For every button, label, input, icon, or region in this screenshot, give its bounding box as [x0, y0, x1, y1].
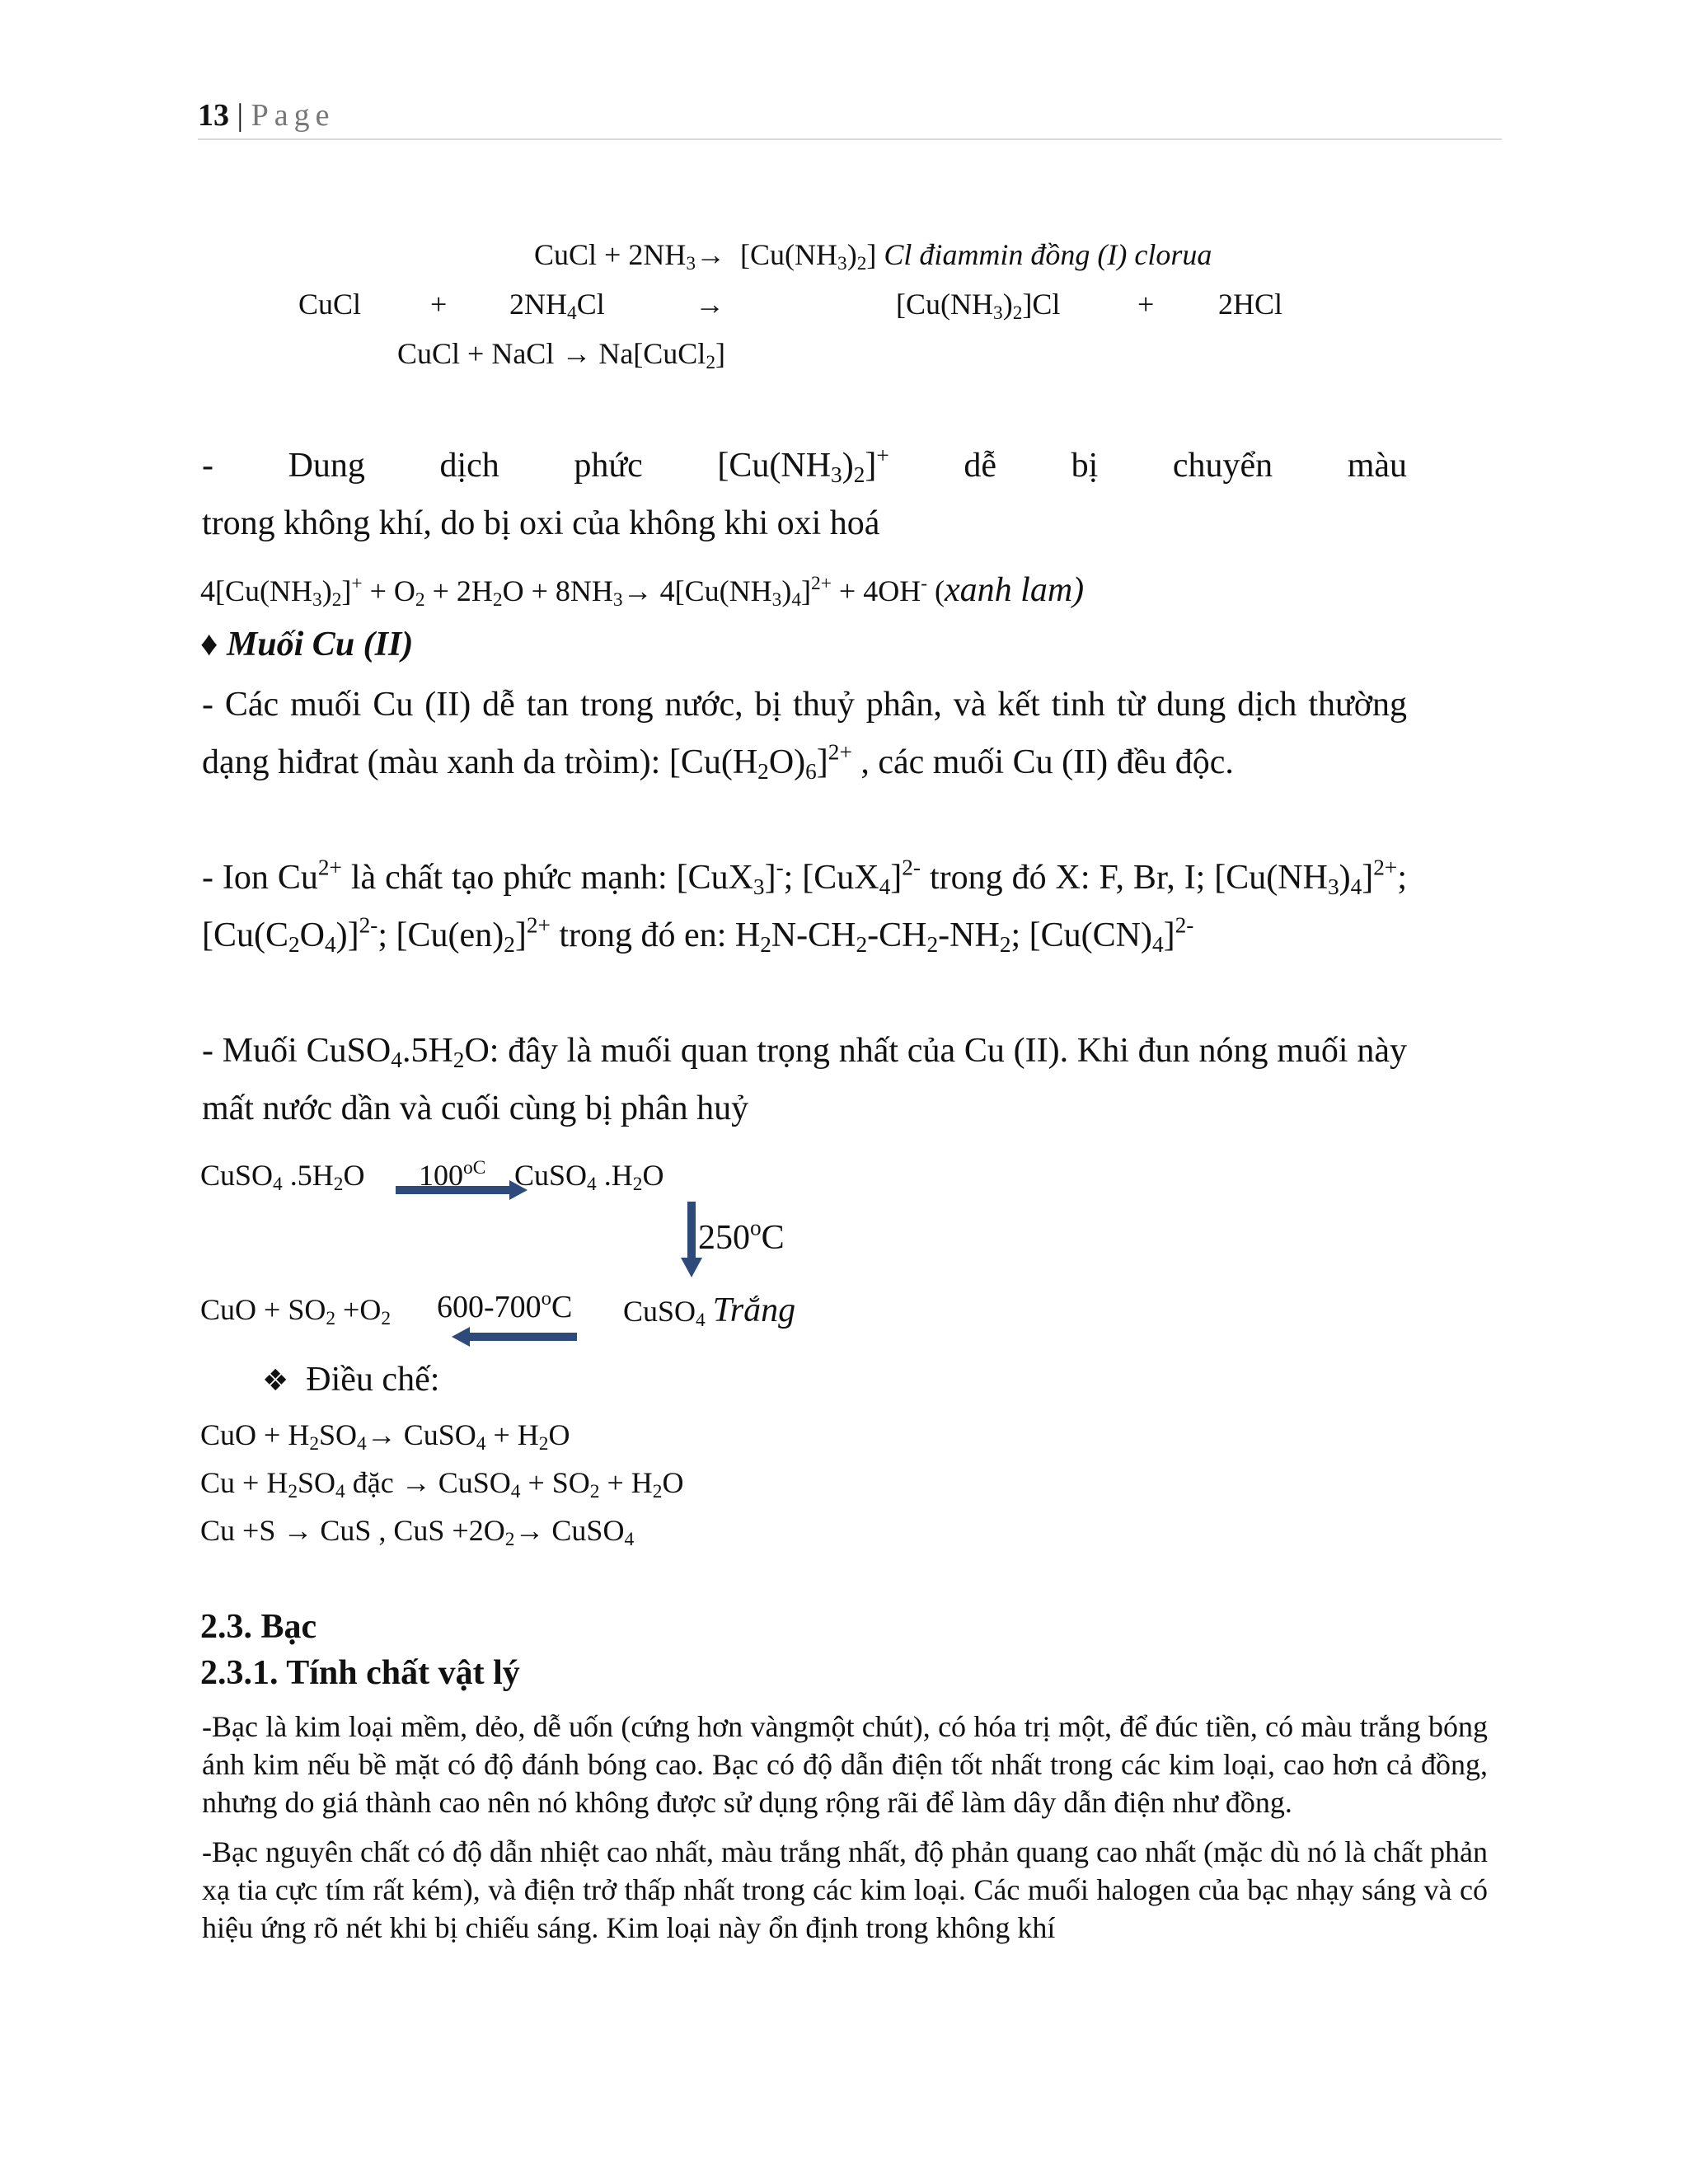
diagram-start: CuSO$_4$ $.5H_2O$: [200, 1159, 365, 1195]
diagram-temp3: 600-700$^o$C: [437, 1287, 573, 1324]
eq-cucl-nh4cl-t7: 2HCl: [1218, 288, 1283, 321]
eq-cucl-nh4cl-t2: +: [430, 288, 448, 321]
eq-cucl-nh4cl-t1: CuCl: [298, 288, 362, 321]
prep-eq-3: Cu +S → CuS , CuS $+2O_2\to$ CuSO$_4$: [200, 1514, 635, 1550]
silver-paragraph-2: -Bạc nguyên chất có độ dẫn nhiệt cao nhất, màu trắng nhất, độ phản quang cao nhất (mặc dù nó là chất phản xạ tia cực tím rất kém), và điện trở thấp nhất trong các kim loại. Các muối halogen của bạc nhạy sáng và có hiệu ứng rõ nét khi bị chiếu sáng. Kim loại này ổn định trong không khí: [202, 1835, 1488, 1944]
page-word: Page: [251, 98, 335, 133]
eq-cucl-nh4cl-t6: +: [1137, 288, 1155, 321]
section-prep-heading: ❖ Điều chế:: [262, 1361, 440, 1399]
eq-cucl-nh4cl-t4: →: [695, 288, 724, 321]
eq-cucl-nh3: CuCl + $2NH_3\to [Cu(NH_3)_2]$ Cl điammin đồng (I) clorua: [534, 238, 1212, 274]
silver-paragraph-1: -Bạc là kim loại mềm, dẻo, dễ uốn (cứng hơn vàngmột chút), có hóa trị một, để đúc tiền, có màu trắng bóng ánh kim nếu bề mặt có độ đánh bóng cao. Bạc có độ dẫn điện tốt nhất trong các kim loại, cao hơn cả đồng, nhưng do giá thành cao nên nó không được sử dụng rộng rãi để làm dây dẫn điện như đồng.: [202, 1710, 1488, 1819]
silver-paragraphs: [202, 1708, 1488, 1958]
diagram-temp1: $100^{oC}$: [419, 1156, 486, 1192]
para-cu2-1: - Các muối Cu (II) dễ tan trong nước, bị thuỷ phân, và kết tinh từ dung dịch thường dạng hiđrat (màu xanh da tròim): $[Cu(H_2O)_6]^{2+}$ , các muối Cu (II) đều độc.: [202, 686, 1407, 784]
prep-eq-2: $Cu + H_2SO_4$ đặc → CuSO$_4$ + $SO_2 + H_2O$: [200, 1466, 684, 1502]
eq-cucl-nh4cl-t3: $2NH_4Cl$: [509, 288, 605, 324]
arrow-left-icon: [452, 1327, 577, 1347]
section-cu2-heading: ♦ Muối Cu (II): [200, 626, 414, 663]
diamond-bullet-icon: ♦: [200, 626, 218, 663]
para-cu2-2: - Ion $Cu^{2+}$ là chất tạo phức mạnh: [CuX$_3$]-; $[CuX_4]^{2-}$ trong đó X: F, Br, I; $[Cu(NH_3)_4]^{2+}$; $[Cu(C_2O_4)]^{2-}$; $[Cu(en)_2]^{2+}$ trong đó en: $H_2N-CH_2-CH_2-NH_2$; $[Cu(CN)_4]^{2-}$: [202, 855, 1407, 957]
page-number: 13: [198, 98, 229, 133]
heading-2-3-1: 2.3.1. Tính chất vật lý: [200, 1654, 520, 1692]
diagram-mid: CuSO$_4$ $.H_2O$: [514, 1159, 664, 1195]
arrow-left-shape: [452, 1327, 577, 1347]
prep-eq-1: CuO + $H_2SO_4\to$ CuSO$_4$ + $H_2O$: [200, 1418, 570, 1455]
eq-oxidation: $4[Cu(NH_3)_2]^+ + O_2 + 2H_2O + 8NH_3\to 4[Cu(NH_3)_4]^{2+} + 4OH^-$ (xanh lam): [200, 571, 1085, 611]
header-rule: [198, 138, 1502, 140]
diagram-bottom-right: CuSO$_4$ Trắng: [623, 1291, 796, 1331]
diagram-temp2: 250$^o$C: [698, 1215, 785, 1257]
para-complex: - Dung dịch phức $[Cu(NH_3)_2]^+$ dễ bị chuyển màu trong không khí, do bị oxi của không khi oxi hoá: [202, 443, 1407, 542]
diamond-star-bullet-icon: ❖: [262, 1364, 289, 1398]
eq-cucl-nh4cl-t5: $[Cu(NH_3)_2]Cl$: [896, 288, 1061, 324]
diagram-bottom-left: CuO + $SO_2 +O_2$: [200, 1293, 392, 1329]
para-cu2-3: - Muối $CuSO_4.5H_2O$: đây là muối quan trọng nhất của Cu (II). Khi đun nóng muối này mất nước dần và cuối cùng bị phân huỷ: [202, 1032, 1408, 1127]
eq-cucl-nacl: CuCl + NaCl → Na[CuCl$_2$]: [397, 337, 726, 373]
page-header: [198, 97, 335, 134]
header-separator: |: [237, 98, 244, 133]
heading-2-3: 2.3. Bạc: [200, 1608, 317, 1646]
